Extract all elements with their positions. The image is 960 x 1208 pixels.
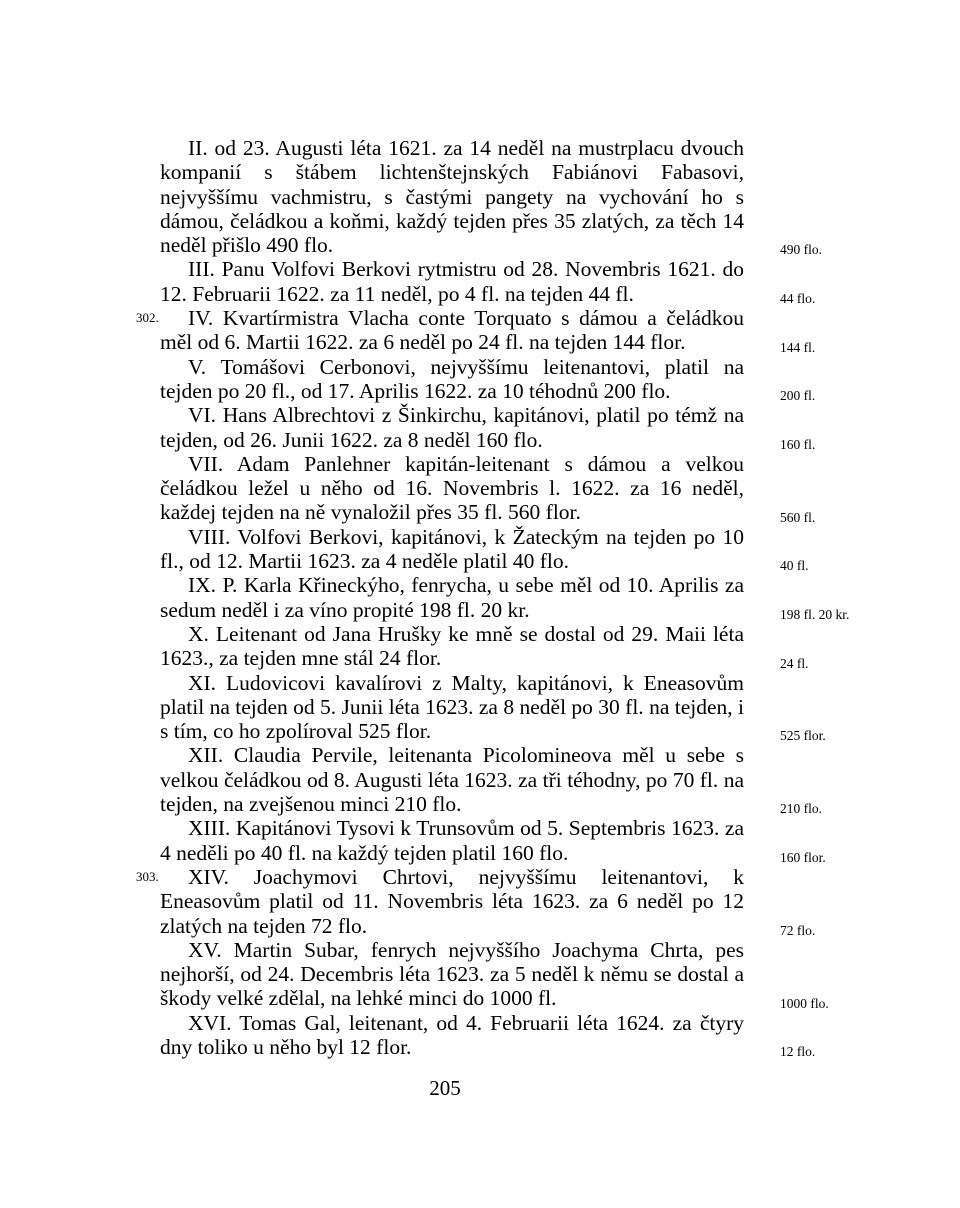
margin-amount: 44 flo. [780, 291, 816, 307]
entry-text: III. Panu Volfovi Berkovi rytmistru od 28. Novembris 1621. do 12. Februarii 1622. za 11 neděl, po 4 fl. na tejden 44 fl. [160, 257, 744, 306]
entry-text: II. od 23. Augusti léta 1621. za 14 neděl na mustrplacu dvouch kompanií s štábem lichtenštejnských Fabiánovi Fabasovi, nejvyššímu vachmistru, s častými pangety na vychování ho s dámou, čeládkou a koňmi, každý tejden přes 35 zlatých, za těch 14 neděl přišlo 490 flo. [160, 136, 744, 258]
entry-8 [160, 524, 809, 574]
entry-3 [160, 257, 816, 307]
margin-amount: 160 fl. [780, 436, 816, 452]
page-marker: 303. [136, 868, 159, 884]
margin-amount: 210 flo. [780, 801, 822, 817]
margin-amount: 1000 flo. [780, 995, 829, 1011]
margin-amount: 12 flo. [780, 1044, 816, 1060]
entry-9 [160, 573, 850, 622]
entry-5 [160, 354, 816, 404]
entry-text: V. Tomášovi Cerbonovi, nejvyššímu leitenantovi, platil na tejden po 20 fl., od 17. Aprilis 1622. za 10 téhodnů 200 flo. [160, 354, 744, 403]
entry-text: VIII. Volfovi Berkovi, kapitánovi, k Žateckým na tejden po 10 fl., od 12. Martii 1623. za 4 neděle platil 40 flo. [160, 524, 744, 574]
margin-amount: 72 flo. [780, 922, 816, 938]
entry-2 [160, 136, 822, 258]
entry-6 [160, 403, 816, 452]
page-number: 205 [429, 1076, 461, 1100]
entry-text: XIII. Kapitánovi Tysovi k Trunsovům od 5. Septembris 1623. za 4 neděli po 40 fl. na každý tejden platil 160 flo. [160, 816, 744, 865]
entry-text: XV. Martin Subar, fenrych nejvyššího Joachyma Chrta, pes nejhorší, od 24. Decembris léta 1623. za 5 neděl k němu se dostal a škody velké zdělal, na lehké minci do 1000 fl. [160, 937, 744, 1011]
entry-text: IX. P. Karla Křineckýho, fenrycha, u sebe měl od 10. Aprilis za sedum neděl i za víno propité 198 fl. 20 kr. [160, 573, 744, 622]
margin-amount: 160 flor. [780, 849, 826, 865]
entry-text: X. Leitenant od Jana Hrušky ke mně se dostal od 29. Maii léta 1623., za tejden mne stál 24 flor. [160, 621, 744, 671]
margin-amount: 198 fl. 20 kr. [780, 606, 850, 622]
entry-text: XIV. Joachymovi Chrtovi, nejvyššímu leitenantovi, k Eneasovům platil od 11. Novembris léta 1623. za 6 neděl po 12 zlatých na tejden 72 flo. [160, 864, 744, 938]
margin-amount: 144 fl. [780, 339, 816, 355]
entry-15 [160, 937, 829, 1011]
page-marker: 302. [136, 310, 159, 326]
entry-14 [136, 864, 816, 938]
margin-amount: 24 fl. [780, 655, 809, 671]
entry-16 [160, 1010, 816, 1060]
entry-7 [160, 451, 816, 525]
margin-amount: 200 fl. [780, 388, 816, 404]
entry-4 [136, 306, 816, 355]
entry-text: XII. Claudia Pervile, leitenanta Picolomineova měl u sebe s velkou čeládkou od 8. Augusti léta 1623. za tři téhodny, po 70 fl. na tejden, na zvejšenou minci 210 flo. [160, 743, 744, 817]
entry-text: IV. Kvartírmistra Vlacha conte Torquato s dámou a čeládkou měl od 6. Martii 1622. za 6 neděl po 24 fl. na tejden 144 flor. [160, 306, 744, 355]
margin-amount: 40 fl. [780, 558, 809, 574]
margin-amount: 525 flor. [780, 728, 826, 744]
entry-10 [160, 621, 809, 671]
entry-text: XVI. Tomas Gal, leitenant, od 4. Februarii léta 1624. za čtyry dny toliko u něho byl 12 flor. [160, 1010, 744, 1059]
entry-11 [160, 670, 826, 744]
margin-amount: 490 flo. [780, 242, 822, 258]
entry-text: XI. Ludovicovi kavalírovi z Malty, kapitánovi, k Eneasovům platil na tejden od 5. Junii léta 1623. za 8 neděl po 30 fl. na tejden, i s tím, co ho zpolíroval 525 flor. [160, 670, 744, 744]
margin-amount: 560 fl. [780, 509, 816, 525]
entries-list [136, 136, 850, 1060]
entry-text: VI. Hans Albrechtovi z Šinkirchu, kapitánovi, platil po témž na tejden, od 26. Junii 1622. za 8 neděl 160 flo. [160, 403, 744, 452]
entry-text: VII. Adam Panlehner kapitán-leitenant s dámou a velkou čeládkou ležel u něho od 16. Novembris l. 1622. za 16 neděl, každej tejden na ně vynaložil přes 35 fl. 560 flor. [160, 451, 744, 525]
entry-13 [160, 816, 826, 865]
entry-12 [160, 743, 822, 817]
